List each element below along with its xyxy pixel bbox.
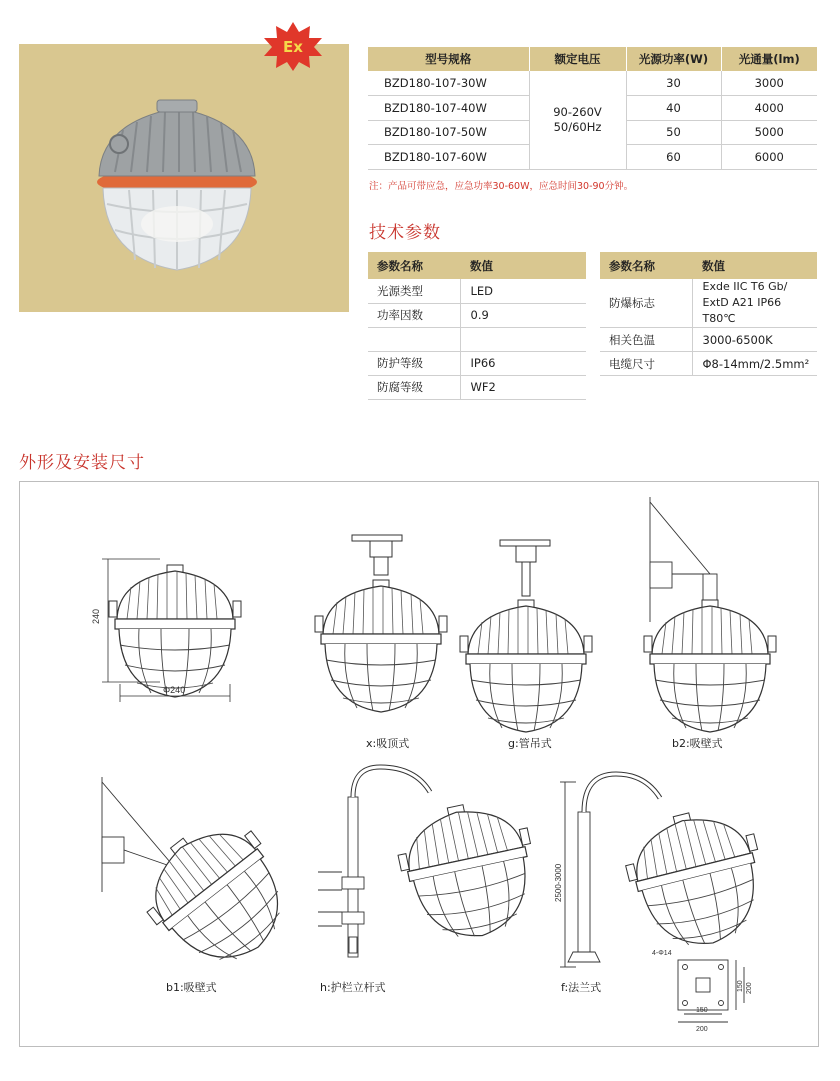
param-name: 防护等级 (368, 351, 460, 375)
model-cell: BZD180-107-40W (368, 96, 529, 121)
table-row (368, 327, 586, 351)
param-name: 光源类型 (368, 279, 460, 303)
header-model: 型号规格 (368, 47, 529, 71)
header-flux: 光通量(lm) (721, 47, 817, 71)
voltage-line1: 90-260V (553, 104, 602, 119)
spec-note: 注：产品可带应急，应急功率30-60W，应急时间30-90分钟。 (369, 181, 634, 192)
explosion-proof-badge (262, 20, 324, 72)
param-value: IP66 (460, 351, 586, 375)
voltage-cell (529, 71, 626, 169)
param-value (460, 327, 586, 351)
drawing-frame (19, 481, 819, 1047)
header-voltage: 额定电压 (529, 47, 626, 71)
explosion-mark-line1: Exde IIC T6 Gb/ (702, 280, 788, 293)
param-name: 电缆尺寸 (600, 352, 692, 376)
flange-dim-200-v: 200 (746, 982, 753, 994)
flux-cell: 3000 (721, 71, 817, 96)
param-name: 相关色温 (600, 328, 692, 352)
tech-table-left (368, 252, 586, 400)
power-cell: 30 (626, 71, 721, 96)
header-power: 光源功率(W) (626, 47, 721, 71)
header-param-value: 数值 (460, 252, 586, 279)
param-name: 功率因数 (368, 303, 460, 327)
param-value: 0.9 (460, 303, 586, 327)
spec-table (368, 47, 817, 170)
param-value: 3000-6500K (692, 328, 817, 352)
dim-width-label: Φ240 (163, 685, 186, 695)
caption-wall-b1: b1:吸壁式 (166, 981, 217, 994)
power-cell: 40 (626, 96, 721, 121)
lamp-photo (19, 44, 349, 312)
flange-dim-150-h: 150 (696, 1007, 708, 1014)
flux-cell: 5000 (721, 120, 817, 145)
caption-ceiling: x:吸顶式 (366, 737, 410, 750)
flange-holes-label: 4-Φ14 (652, 950, 672, 957)
table-row (368, 279, 586, 303)
tech-table-right (600, 252, 817, 376)
flux-cell: 6000 (721, 145, 817, 170)
param-name: 防爆标志 (600, 279, 692, 328)
caption-pipe: g:管吊式 (508, 737, 552, 750)
power-cell: 50 (626, 120, 721, 145)
tech-section-title: 技术参数 (369, 223, 441, 243)
table-row (600, 279, 817, 328)
dims-section-title: 外形及安装尺寸 (19, 453, 145, 473)
model-cell: BZD180-107-30W (368, 71, 529, 96)
explosion-mark-line2: ExtD A21 IP66 T80℃ (702, 296, 782, 325)
header-param-name: 参数名称 (368, 252, 460, 279)
tech-header-row (368, 252, 586, 279)
voltage-line2: 50/60Hz (553, 119, 602, 134)
param-name (368, 327, 460, 351)
table-row (368, 303, 586, 327)
table-row (368, 375, 586, 399)
power-cell: 60 (626, 145, 721, 170)
starburst-icon (262, 20, 324, 72)
table-row (600, 352, 817, 376)
tech-header-row (600, 252, 817, 279)
header-param-value: 数值 (692, 252, 817, 279)
table-row (368, 351, 586, 375)
installation-drawings (20, 482, 820, 1048)
header-param-name: 参数名称 (600, 252, 692, 279)
flange-dim-200-h: 200 (696, 1026, 708, 1033)
spec-header-row (368, 47, 817, 71)
table-row (368, 71, 817, 96)
param-name: 防腐等级 (368, 375, 460, 399)
flux-cell: 4000 (721, 96, 817, 121)
caption-flange: f:法兰式 (561, 981, 602, 994)
param-value (692, 279, 817, 328)
flange-dim-150-v: 150 (737, 980, 744, 992)
caption-guardrail: h:护栏立杆式 (320, 981, 386, 994)
model-cell: BZD180-107-50W (368, 120, 529, 145)
badge-text: Ex (283, 38, 303, 56)
dim-height-label: 240 (91, 608, 101, 624)
pole-height-label: 2500-3000 (554, 863, 563, 902)
caption-wall-b2: b2:吸壁式 (672, 737, 723, 750)
param-value: WF2 (460, 375, 586, 399)
table-row (600, 328, 817, 352)
cable-entry (110, 135, 128, 153)
param-value: Φ8-14mm/2.5mm² (692, 352, 817, 376)
product-photo-panel (19, 44, 349, 312)
param-value: LED (460, 279, 586, 303)
model-cell: BZD180-107-60W (368, 145, 529, 170)
